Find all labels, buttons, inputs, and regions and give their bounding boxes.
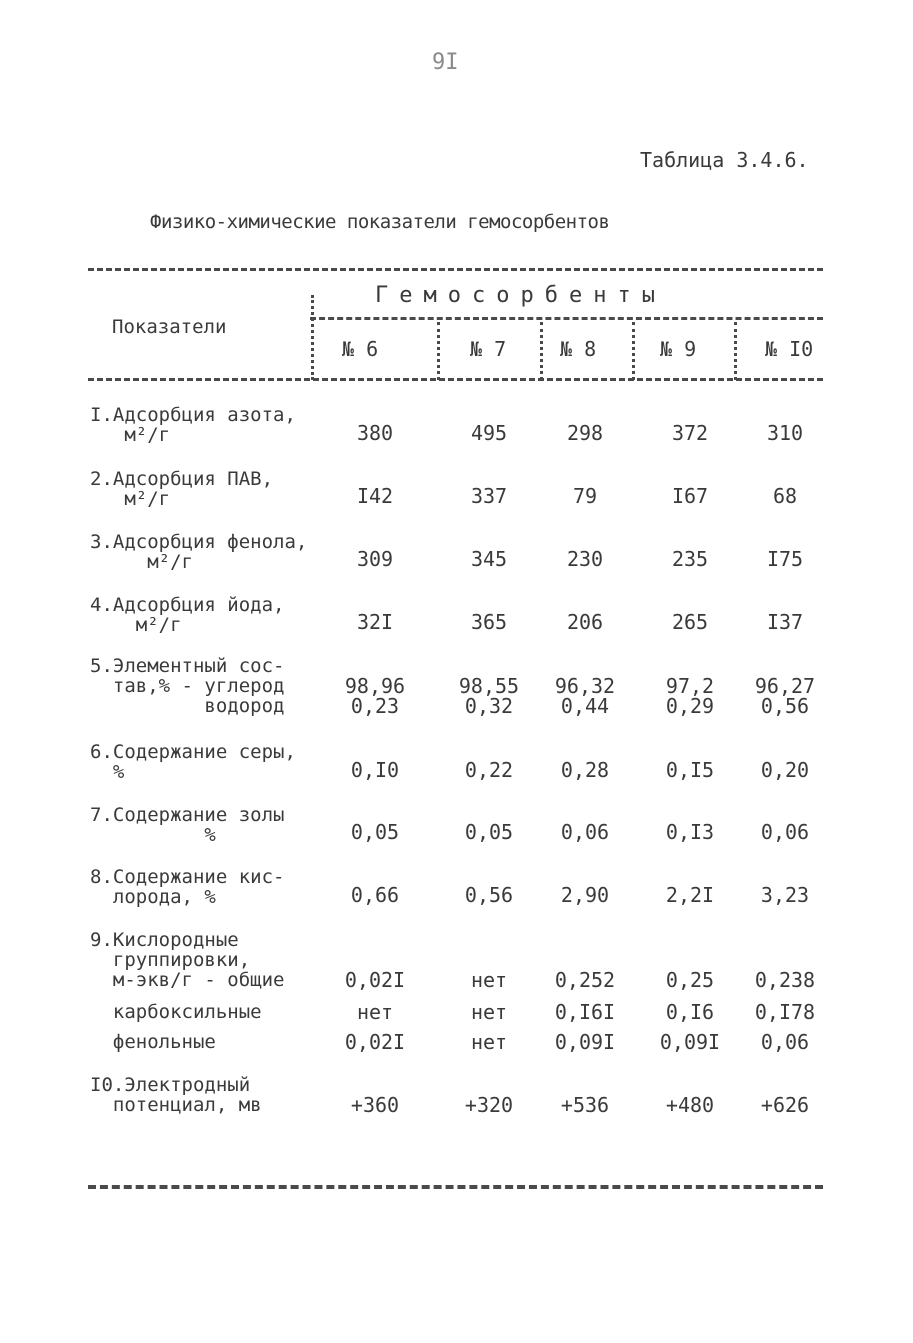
table-cell (444, 549, 534, 569)
row-label-line: 6.Содержание серы, (90, 741, 296, 763)
cell-value: 0,06 (560, 820, 610, 844)
table-cell (540, 1032, 630, 1052)
table-cell (330, 885, 420, 905)
table-cell (740, 1002, 830, 1022)
row-label-line: водород (90, 695, 285, 717)
cell-value: 97,2 (665, 674, 715, 698)
table-cell (740, 1095, 830, 1115)
cell-value: I75 (766, 547, 804, 571)
table-cell (540, 676, 630, 716)
row-label-line: 5.Элементный сос- (90, 655, 285, 677)
cell-value: 309 (356, 547, 394, 571)
table-cell (540, 612, 630, 632)
cell-value: 96,27 (754, 674, 816, 698)
table-cell (645, 549, 735, 569)
table-cell (444, 1032, 534, 1052)
row-label-line: м²/г (90, 488, 171, 510)
cell-value: 0,I5 (665, 758, 715, 782)
row-label-line: фенольные (90, 1031, 216, 1053)
cell-value: 2,2I (665, 883, 715, 907)
row-label (90, 867, 284, 907)
cell-value: 0,66 (350, 883, 400, 907)
table-cell (740, 486, 830, 506)
cell-value: 230 (566, 547, 604, 571)
table-cell (540, 760, 630, 780)
cell-value: +360 (350, 1093, 400, 1117)
cell-value: нет (470, 968, 508, 992)
table-cell (645, 1095, 735, 1115)
column-separator (632, 322, 635, 380)
row-label-line: м-экв/г - общие (90, 969, 285, 991)
table-cell (540, 549, 630, 569)
cell-value: 3,23 (760, 883, 810, 907)
cell-value: нет (356, 1000, 394, 1024)
table-cell (330, 1002, 420, 1022)
cell-value: 298 (566, 421, 604, 445)
row-label (90, 1032, 216, 1052)
table-cell (444, 486, 534, 506)
cell-value: 235 (671, 547, 709, 571)
cell-value: 0,06 (760, 1030, 810, 1054)
cell-value: 79 (572, 484, 598, 508)
row-label-line: группировки, (90, 949, 251, 971)
cell-value: 0,44 (560, 694, 610, 718)
column-header-7: № 7 (470, 337, 507, 361)
cell-value: +536 (560, 1093, 610, 1117)
table-cell (645, 885, 735, 905)
table-cell (740, 549, 830, 569)
page-number: 9I (432, 50, 459, 75)
row-label (90, 1002, 262, 1022)
group-subrule (310, 317, 823, 320)
table-cell (540, 486, 630, 506)
cell-value: I37 (766, 610, 804, 634)
cell-value: 96,32 (554, 674, 616, 698)
row-label-line: карбоксильные (90, 1001, 262, 1023)
table-cell (540, 885, 630, 905)
table-cell (444, 423, 534, 443)
column-header-8: № 8 (560, 337, 597, 361)
table-cell (330, 822, 420, 842)
cell-value: 0,I0 (350, 758, 400, 782)
cell-value: +320 (464, 1093, 514, 1117)
indicators-header: Показатели (112, 316, 227, 338)
table-cell (740, 676, 830, 716)
cell-value: 68 (772, 484, 798, 508)
header-rule (88, 378, 823, 381)
cell-value: 0,32 (464, 694, 514, 718)
table-cell (540, 822, 630, 842)
table-cell (330, 760, 420, 780)
cell-value: 0,06 (760, 820, 810, 844)
row-label-line: % (90, 824, 216, 846)
row-label-line: 2.Адсорбция ПАВ, (90, 468, 274, 490)
row-label-line: потенциал, мв (90, 1094, 262, 1116)
cell-value: 0,56 (464, 883, 514, 907)
cell-value: 206 (566, 610, 604, 634)
table-cell (330, 486, 420, 506)
table-cell (444, 885, 534, 905)
table-cell (645, 1032, 735, 1052)
row-label-line: 8.Содержание кис- (90, 866, 285, 888)
table-cell (740, 822, 830, 842)
table-cell (645, 486, 735, 506)
cell-value: 337 (470, 484, 508, 508)
cell-value: 0,05 (350, 820, 400, 844)
cell-value: 380 (356, 421, 394, 445)
cell-value: 310 (766, 421, 804, 445)
row-label (90, 532, 307, 572)
cell-value: 0,02I (344, 968, 406, 992)
row-label-line: тав,% - углерод (90, 675, 285, 697)
cell-value: 98,96 (344, 674, 406, 698)
cell-value: 0,29 (665, 694, 715, 718)
row-label (90, 469, 273, 509)
cell-value: 0,23 (350, 694, 400, 718)
table-cell (645, 760, 735, 780)
cell-value: 0,22 (464, 758, 514, 782)
cell-value: I42 (356, 484, 394, 508)
cell-value: 0,56 (760, 694, 810, 718)
cell-value: 98,55 (458, 674, 520, 698)
table-cell (645, 1002, 735, 1022)
table-cell (444, 1095, 534, 1115)
table-cell (740, 1032, 830, 1052)
column-header-6: № 6 (342, 337, 379, 361)
row-label-line: м²/г (90, 424, 171, 446)
table-cell (645, 612, 735, 632)
table-cell (444, 760, 534, 780)
cell-value: нет (470, 1030, 508, 1054)
cell-value: 0,09I (554, 1030, 616, 1054)
table-cell (444, 676, 534, 716)
table-cell (540, 1002, 630, 1022)
table-cell (444, 1002, 534, 1022)
cell-value: 32I (356, 610, 394, 634)
table-cell (330, 1032, 420, 1052)
cell-value: 0,25 (665, 968, 715, 992)
cell-value: 345 (470, 547, 508, 571)
column-header-10: № I0 (765, 337, 814, 361)
table-cell (330, 549, 420, 569)
cell-value: 0,I3 (665, 820, 715, 844)
table-cell (330, 1095, 420, 1115)
table-cell (444, 822, 534, 842)
row-label-line: 3.Адсорбция фенола, (90, 531, 308, 553)
row-label-line: I0.Электродный (90, 1074, 251, 1096)
row-label-line: I.Адсорбция азота, (90, 404, 296, 426)
table-caption: Физико-химические показатели гемосорбентов (150, 211, 610, 233)
column-separator (437, 322, 440, 380)
row-label (90, 930, 284, 990)
group-header: Гемосорбенты (375, 283, 666, 308)
table-label: Таблица 3.4.6. (640, 148, 809, 172)
table-cell (330, 612, 420, 632)
column-separator (311, 295, 314, 380)
cell-value: 0,I6I (554, 1000, 616, 1024)
row-label (90, 595, 284, 635)
row-label-line: м²/г (90, 551, 193, 573)
row-label (90, 742, 296, 782)
column-header-9: № 9 (660, 337, 697, 361)
cell-value: 0,20 (760, 758, 810, 782)
cell-value: нет (470, 1000, 508, 1024)
cell-value: 0,I78 (754, 1000, 816, 1024)
row-label (90, 405, 296, 445)
cell-value: 2,90 (560, 883, 610, 907)
table-cell (540, 423, 630, 443)
table-cell (330, 676, 420, 716)
row-label (90, 1075, 262, 1115)
table-cell (330, 970, 420, 990)
row-label-line: 4.Адсорбция йода, (90, 594, 285, 616)
table-cell (330, 423, 420, 443)
table-cell (540, 970, 630, 990)
row-label-line: лорода, % (90, 886, 216, 908)
cell-value: I67 (671, 484, 709, 508)
table-cell (444, 612, 534, 632)
row-label-line: % (90, 761, 125, 783)
cell-value: 0,05 (464, 820, 514, 844)
cell-value: +626 (760, 1093, 810, 1117)
cell-value: 0,02I (344, 1030, 406, 1054)
row-label-line: м²/г (90, 614, 182, 636)
cell-value: 495 (470, 421, 508, 445)
cell-value: 265 (671, 610, 709, 634)
table-cell (645, 676, 735, 716)
row-label (90, 656, 284, 716)
row-label-line: 7.Содержание золы (90, 804, 285, 826)
table-cell (740, 423, 830, 443)
table-cell (444, 970, 534, 990)
cell-value: 372 (671, 421, 709, 445)
table-cell (645, 423, 735, 443)
table-cell (645, 822, 735, 842)
cell-value: 0,I6 (665, 1000, 715, 1024)
cell-value: 0,28 (560, 758, 610, 782)
table-cell (740, 612, 830, 632)
bottom-rule (88, 1185, 823, 1189)
cell-value: 0,252 (554, 968, 616, 992)
cell-value: 0,238 (754, 968, 816, 992)
cell-value: 365 (470, 610, 508, 634)
cell-value: 0,09I (659, 1030, 721, 1054)
cell-value: +480 (665, 1093, 715, 1117)
table-cell (740, 885, 830, 905)
table-cell (645, 970, 735, 990)
table-cell (740, 760, 830, 780)
row-label-line: 9.Кислородные (90, 929, 239, 951)
table-cell (740, 970, 830, 990)
top-rule (88, 268, 823, 271)
table-cell (540, 1095, 630, 1115)
row-label (90, 805, 284, 845)
column-separator (734, 322, 737, 380)
column-separator (540, 322, 543, 380)
